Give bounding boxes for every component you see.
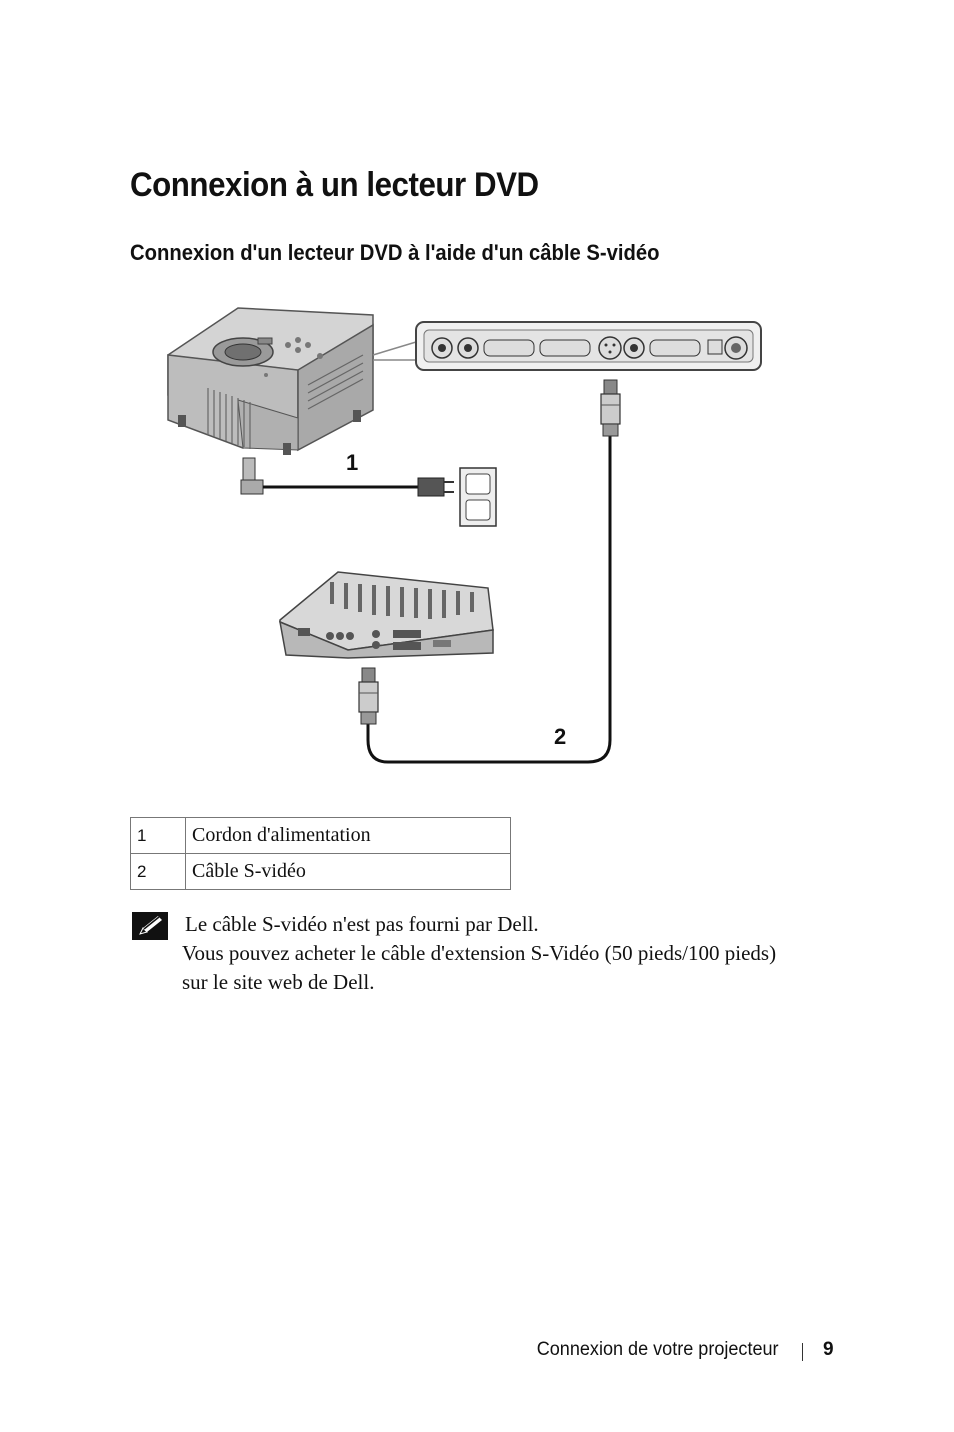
- legend-number: 2: [131, 854, 186, 890]
- connection-diagram: [148, 300, 778, 770]
- callout-2: 2: [554, 724, 567, 749]
- page-title: Connexion à un lecteur DVD: [130, 166, 539, 204]
- legend-number: 1: [131, 818, 186, 854]
- note-text: [182, 910, 882, 997]
- table-row: [131, 818, 511, 854]
- section-title: Connexion d'un lecteur DVD à l'aide d'un câble S-vidéo: [130, 240, 660, 265]
- legend-label: Cordon d'alimentation: [186, 818, 511, 854]
- page-footer: [0, 1339, 954, 1365]
- callout-1: 1: [346, 450, 359, 475]
- legend-label: Câble S-vidéo: [186, 854, 511, 890]
- page-number: 9: [823, 1339, 834, 1360]
- note-line-2: Vous pouvez acheter le câble d'extension S-Vidéo (50 pieds/100 pieds): [182, 941, 777, 965]
- note-line-3: sur le site web de Dell.: [182, 970, 375, 994]
- pencil-note-icon: [132, 912, 168, 940]
- footer-divider: [802, 1343, 803, 1361]
- projector-rear-panel: [373, 322, 761, 370]
- table-row: [131, 854, 511, 890]
- legend-table: [130, 817, 511, 890]
- footer-section-name: Connexion de votre projecteur: [537, 1339, 779, 1360]
- note-line-1: Le câble S-vidéo n'est pas fourni par Dell.: [185, 912, 539, 936]
